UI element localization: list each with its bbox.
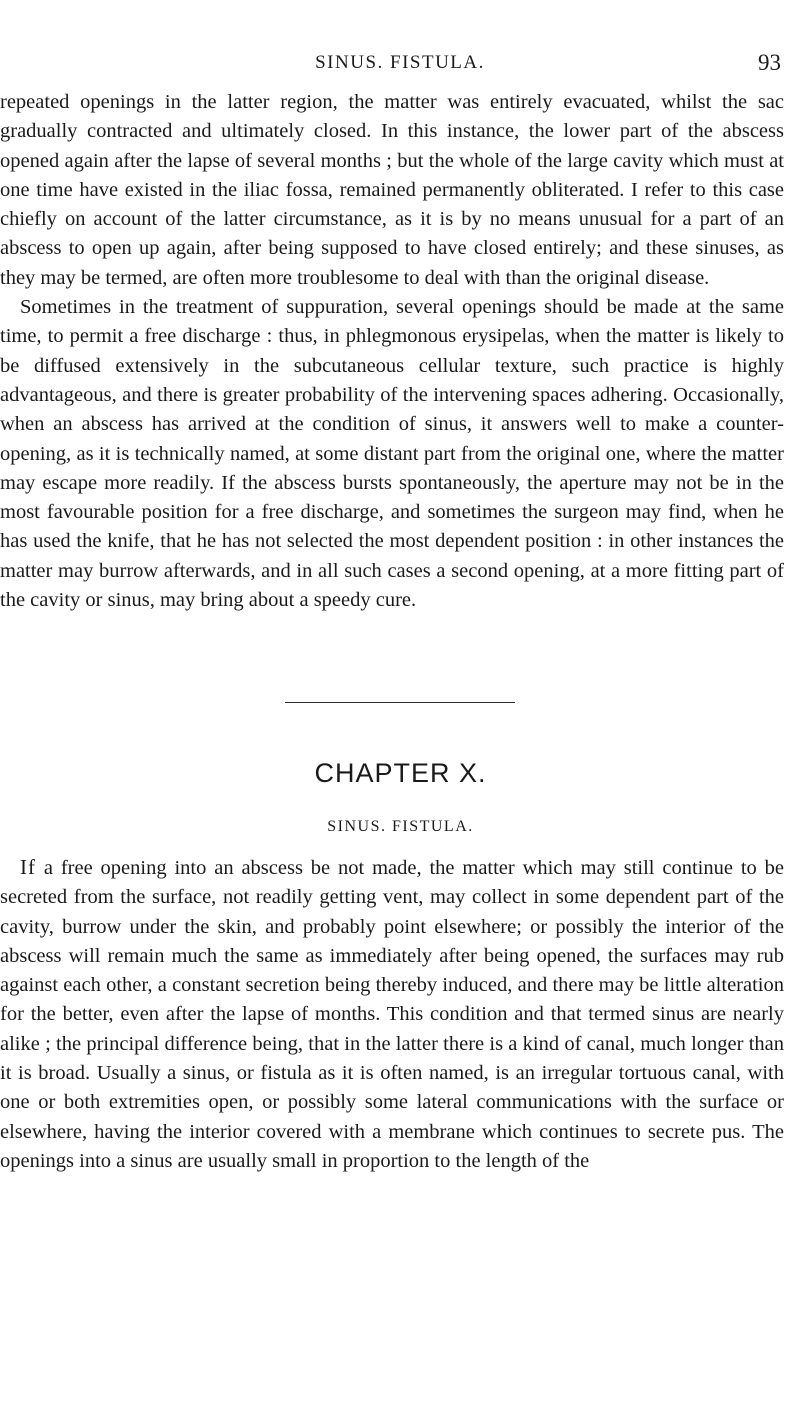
- paragraph-chapter-opening: [0, 853, 784, 1176]
- chapter-title: CHAPTER X.: [314, 758, 487, 788]
- chapter-subtitle: SINUS. FISTULA.: [327, 818, 474, 835]
- paragraph-suppuration: Sometimes in the treatment of suppuration, several openings should be made at the same time, to permit a free discharge : thus, in phlegmonous erysipelas, when the matter is likely to be diffused extensively in the subcutaneous cellular texture, such practice is highly advantageous, and there is greater probability of the intervening spaces adhering. Occasionally, when an abscess has arrived at the condition of sinus, it answers well to make a counter-opening, as it is technically named, at some distant part from the original one, where the matter may escape more readily. If the abscess bursts spontaneously, the aperture may not be in the most favourable position for a free discharge, and sometimes the surgeon may find, when he has used the knife, that he has not selected the most dependent position : in other instances the matter may burrow afterwards, and in all such cases a second opening, at a more fitting part of the cavity or sinus, may bring about a speedy cure.: [0, 296, 784, 612]
- paragraph-continued: repeated openings in the latter region, the matter was entirely evacuated, whilst the sac gradually contracted and ultimately closed. In this instance, the lower part of the abscess opened again after the lapse of several months ; but the whole of the large cavity which must at one time have existed in the iliac fossa, remained permanently obliterated. I refer to this case chiefly on account of the latter circumstance, as it is by no means unusual for a part of an abscess to open up again, after being supposed to have closed entirely; and these sinuses, as they may be termed, are often more troublesome to deal with than the original disease.: [0, 91, 784, 289]
- running-header: [0, 50, 801, 80]
- running-title: SINUS. FISTULA.: [315, 52, 485, 73]
- section-divider: [285, 702, 515, 703]
- page-number: 93: [758, 50, 781, 75]
- continued-text: [0, 88, 784, 615]
- opening-word: If: [20, 855, 36, 879]
- opening-paragraph-text: a free opening into an abscess be not made, the matter which may still continue to be secreted from the surface, not readily getting vent, may collect in some dependent part of the cavity, burrow under the skin, and probably point elsewhere; or possibly the interior of the abscess will remain much the same as immediately after being opened, the surfaces may rub against each other, a constant secretion being thereby induced, and there may be little alteration for the better, even after the lapse of months. This condition and that termed sinus are nearly alike ; the principal difference being, that in the latter there is a kind of canal, much longer than it is broad. Usually a sinus, or fistula as it is often named, is an irregular tortuous canal, with one or both extremities open, or possibly some lateral communications with the surface or elsewhere, having the interior covered with a membrane which continues to secrete pus. The openings into a sinus are usually small in proportion to the length of the: [0, 857, 784, 1172]
- chapter-text: [0, 853, 784, 1176]
